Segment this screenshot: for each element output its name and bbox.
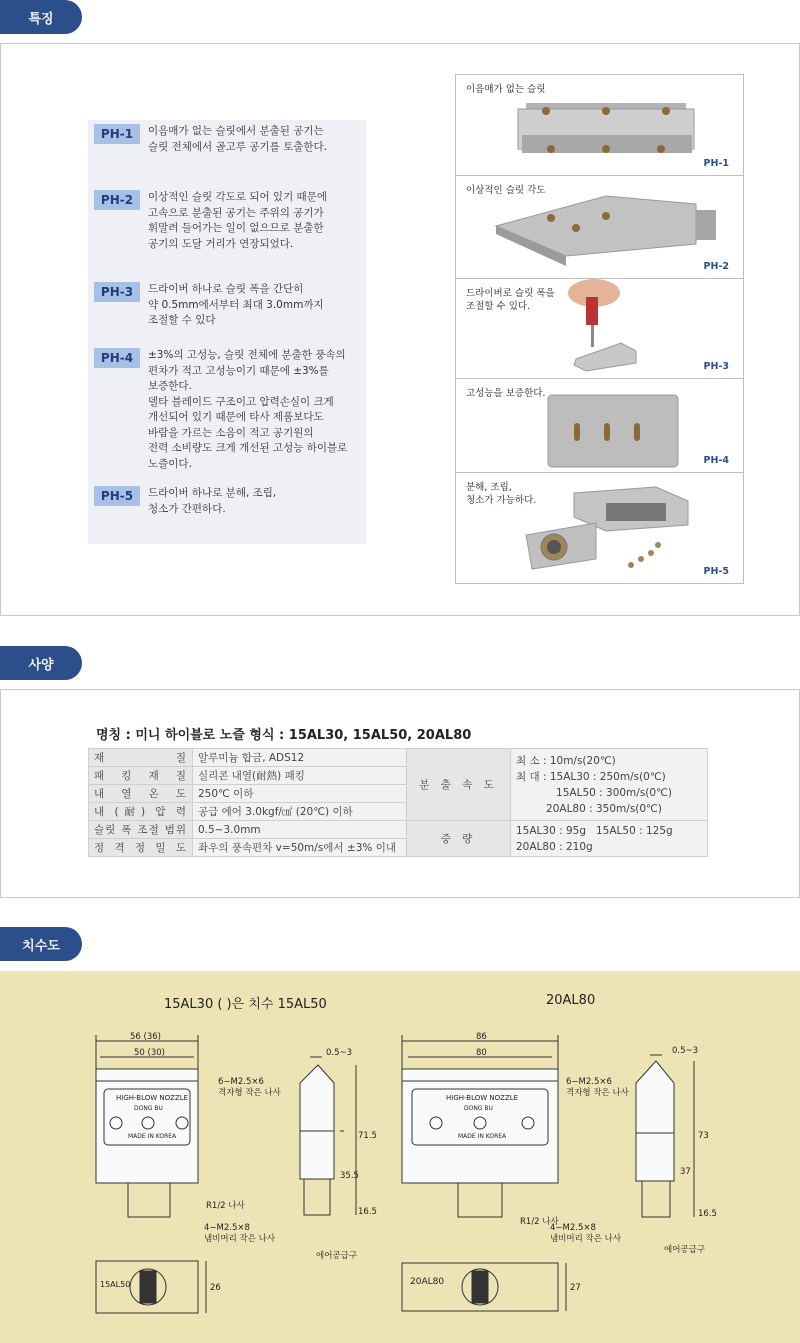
photo-caption: 고성능을 보증한다. [466,388,546,399]
disassembled-nozzle-image [456,473,743,583]
thread-note: R1/2 나사 [520,1217,559,1227]
dim-slit-gap: 0.5~3 [672,1046,699,1056]
photo-ph3 [456,279,743,379]
spec-key: 패 킹 재 질 [89,767,193,785]
spec-key: 재 질 [89,749,193,767]
screw-note-2: 4−M2.5×8 냄비머리 작은 나사 [550,1223,622,1244]
feature-tag: PH-5 [94,486,140,506]
spec-key: 내 열 온 도 [89,785,193,803]
feature-tag: PH-4 [94,348,140,368]
dim-width-inner: 50 (30) [134,1048,165,1058]
spec-value: 실리콘 내열(耐熱) 패킹 [193,767,407,785]
section-label-features: 특징 [0,0,82,34]
feature-item [94,190,360,252]
feature-item [94,282,360,329]
photo-code: PH-5 [703,566,729,577]
dim-height-mid: 37 [680,1167,691,1177]
feature-text: 이음매가 없는 슬릿에서 분출된 공기는 슬릿 전체에서 골고루 공기를 토출한다. [148,125,327,153]
nozzle-made: MADE IN KOREA [458,1133,507,1140]
dim-height-mid: 35.5 [340,1171,359,1181]
nozzle-brand: HIGH-BLOW NOZZLE [116,1094,189,1102]
spec-table [88,748,708,857]
dimension-title-left: 15AL30 ( )은 치수 15AL50 [164,997,327,1012]
dim-height-total: 71.5 [358,1131,377,1141]
dim-base-width: 26 [210,1283,221,1293]
spec-key: 슬릿 폭 조절 범위 [89,821,193,839]
air-inlet-label: 에어공급구 [316,1251,358,1261]
spec-value: 0.5~3.0mm [193,821,407,839]
dim-slit-gap: 0.5~3 [326,1048,353,1058]
dim-width-inner: 80 [476,1048,487,1058]
photo-ph1 [456,75,743,176]
photo-code: PH-4 [703,455,729,466]
spec-value: 15AL30 : 95g 15AL50 : 125g 20AL80 : 210g [511,821,708,857]
photo-caption: 분해, 조립, 청소가 가능하다. [466,482,537,506]
dim-width-outer: 56 (36) [130,1032,161,1042]
feature-photos [455,74,744,584]
feature-text: 이상적인 슬릿 각도로 되어 있기 때문에 고속으로 분출된 공기는 주위의 공기가 휘말려 들어가는 일이 없으므로 분출한 공기의 도달 거리가 연장되었다. [148,191,327,250]
dim-width-outer: 86 [476,1032,487,1042]
air-inlet-label: 에어공급구 [664,1245,706,1255]
nozzle-angle-image [456,176,743,279]
table-row [89,821,708,839]
nozzle-slit-image [456,75,743,176]
feature-item [94,348,360,472]
photo-ph5 [456,473,743,583]
screw-note-2: 4−M2.5×8 냄비머리 작은 나사 [204,1223,276,1244]
photo-caption: 이상적인 슬릿 각도 [466,185,546,196]
photo-caption: 드라이버로 슬릿 폭을 조절할 수 있다. [466,288,555,312]
feature-text: 드라이버 하나로 슬릿 폭을 간단히 약 0.5mm에서부터 최대 3.0mm까지 조절할 수 있다 [148,283,324,326]
dim-base-width: 27 [570,1283,581,1293]
photo-code: PH-3 [703,361,729,372]
spec-value: 알루미늄 합금, ADS12 [193,749,407,767]
table-row [89,749,708,767]
photo-code: PH-2 [703,261,729,272]
nozzle-made: MADE IN KOREA [128,1133,177,1140]
spec-value: 최 소 : 10m/s(20℃) 최 대 : 15AL30 : 250m/s(0℃) 15AL50 : 300m/s(0℃) 20AL80 : 350m/s(0℃) [511,749,708,821]
dim-height-base: 16.5 [358,1207,377,1217]
feature-item [94,124,360,155]
section-label-spec: 사양 [0,646,82,680]
feature-text: 드라이버 하나로 분해, 조립, 청소가 간편하다. [148,487,277,515]
spec-value: 공급 에어 3.0kgf/㎠ (20℃) 이하 [193,803,407,821]
nozzle-maker: DONG BU [134,1105,163,1112]
nozzle-brand: HIGH-BLOW NOZZLE [446,1094,519,1102]
feature-tag: PH-2 [94,190,140,210]
nozzle-maker: DONG BU [464,1105,493,1112]
photo-ph4 [456,379,743,473]
dim-height-base: 16.5 [698,1209,717,1219]
model-label: 15AL50 [100,1280,131,1289]
thread-note: R1/2 나사 [206,1201,245,1211]
spec-key: 내 (耐) 압 력 [89,803,193,821]
dimension-drawing-panel [0,971,800,1343]
screw-note: 6−M2.5×6 격자형 작은 나사 [566,1077,629,1098]
section-label-dimensions: 치수도 [0,927,82,961]
dimension-title-right: 20AL80 [546,993,596,1008]
spec-key: 분 출 속 도 [407,749,511,821]
photo-caption: 이음매가 없는 슬릿 [466,84,546,95]
spec-value: 250℃ 이하 [193,785,407,803]
spec-key: 정 격 정 밀 도 [89,839,193,857]
spec-key: 중 량 [407,821,511,857]
screwdriver-adjust-image [456,279,743,379]
feature-tag: PH-1 [94,124,140,144]
nozzle-face-image [456,379,743,473]
dim-height-total: 73 [698,1131,709,1141]
model-label: 20AL80 [410,1277,445,1287]
photo-ph2 [456,176,743,279]
screw-note: 6−M2.5×6 격자형 작은 나사 [218,1077,281,1098]
feature-tag: PH-3 [94,282,140,302]
spec-value: 좌우의 풍속편차 v=50m/s에서 ±3% 이내 [193,839,407,857]
feature-text: ±3%의 고성능, 슬릿 전체에 분출한 풍속의 편차가 적고 고성능이기 때문에 ±3%를 보증한다. 델타 블레이드 구조이고 압력손실이 크게 개선되어 있기 때문에 타사 제품보다도 바람을 가르는 소음이 적고 공기원의 전력 소비량도 크게 개선된 고성능 하이블로 노즐이다. [148,349,348,470]
photo-code: PH-1 [703,158,729,169]
spec-title: 명칭 : 미니 하이블로 노즐 형식 : 15AL30, 15AL50, 20AL80 [96,728,472,743]
feature-item [94,486,360,517]
features-list [88,120,366,544]
